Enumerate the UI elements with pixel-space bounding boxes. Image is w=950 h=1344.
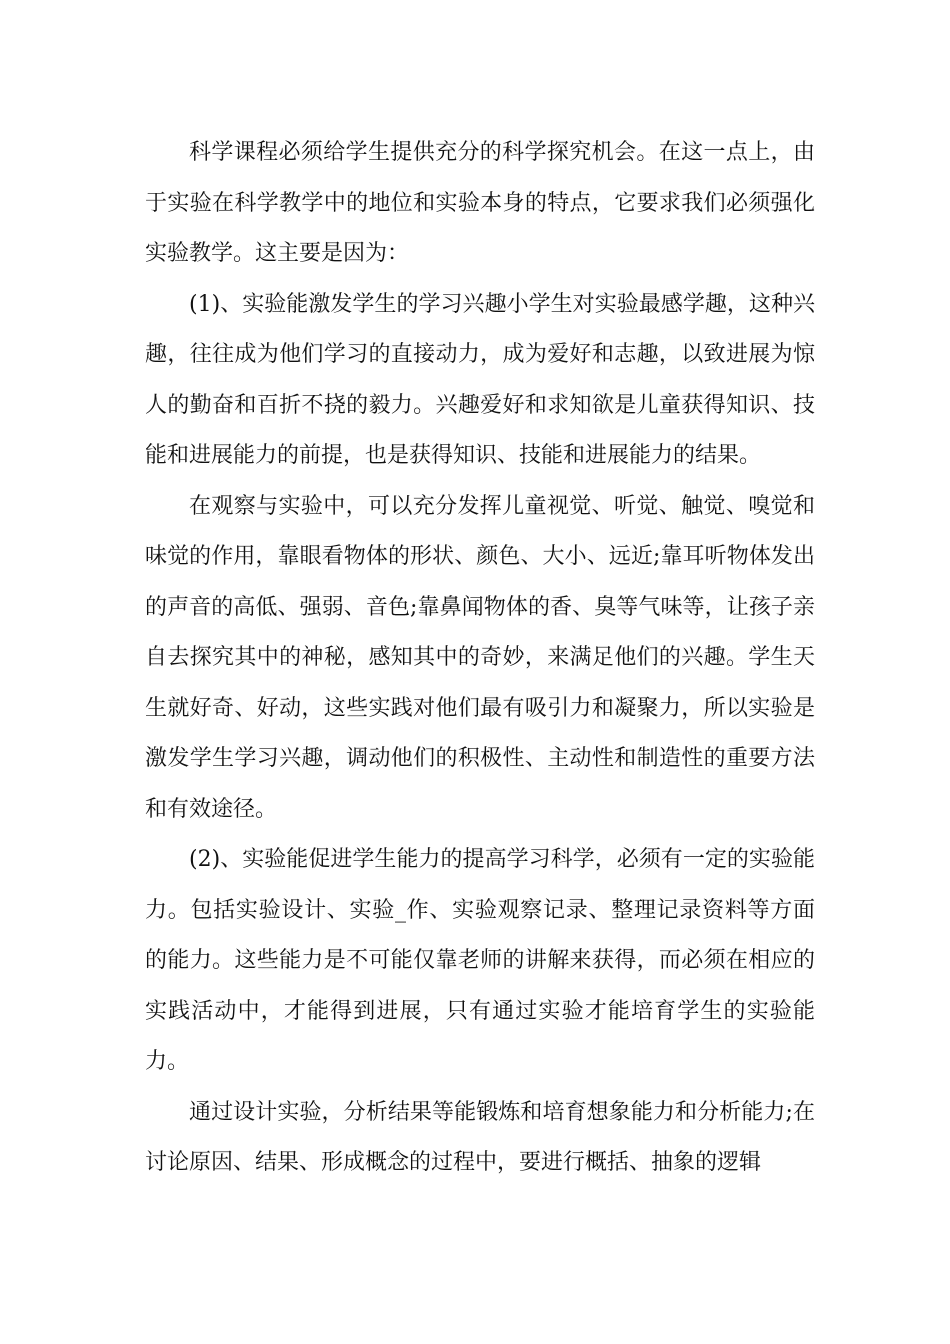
paragraph-1: 科学课程必须给学生提供充分的科学探究机会。在这一点上，由于实验在科学教学中的地位和实验本身的特点，它要求我们必须强化实验教学。这主要是因为： xyxy=(145,140,815,266)
paragraph-3: 在观察与实验中，可以充分发挥儿童视觉、听觉、触觉、嗅觉和味觉的作用，靠眼看物体的形状、颜色、大小、远近;靠耳听物体发出的声音的高低、强弱、音色;靠鼻闻物体的香、臭等气味等，让孩子亲自去探究其中的神秘，感知其中的奇妙，来满足他们的兴趣。学生天生就好奇、好动，这些实践对他们最有吸引力和凝聚力，所以实验是激发学生学习兴趣，调动他们的积极性、主动性和制造性的重要方法和有效途径。 xyxy=(145,493,815,822)
paragraph-5: 通过设计实验，分析结果等能锻炼和培育想象能力和分析能力;在讨论原因、结果、形成概念的过程中，要进行概括、抽象的逻辑 xyxy=(145,1099,815,1175)
document-body xyxy=(145,128,815,1189)
paragraph-2: (1)、实验能激发学生的学习兴趣小学生对实验最感学趣，这种兴趣，往往成为他们学习的直接动力，成为爱好和志趣，以致进展为惊人的勤奋和百折不挠的毅力。兴趣爱好和求知欲是儿童获得知识、技能和进展能力的前提，也是获得知识、技能和进展能力的结果。 xyxy=(145,291,815,468)
paragraph-4: (2)、实验能促进学生能力的提高学习科学，必须有一定的实验能力。包括实验设计、实验_作、实验观察记录、整理记录资料等方面的能力。这些能力是不可能仅靠老师的讲解来获得，而必须在相应的实践活动中，才能得到进展，只有通过实验才能培育学生的实验能力。 xyxy=(145,847,815,1074)
